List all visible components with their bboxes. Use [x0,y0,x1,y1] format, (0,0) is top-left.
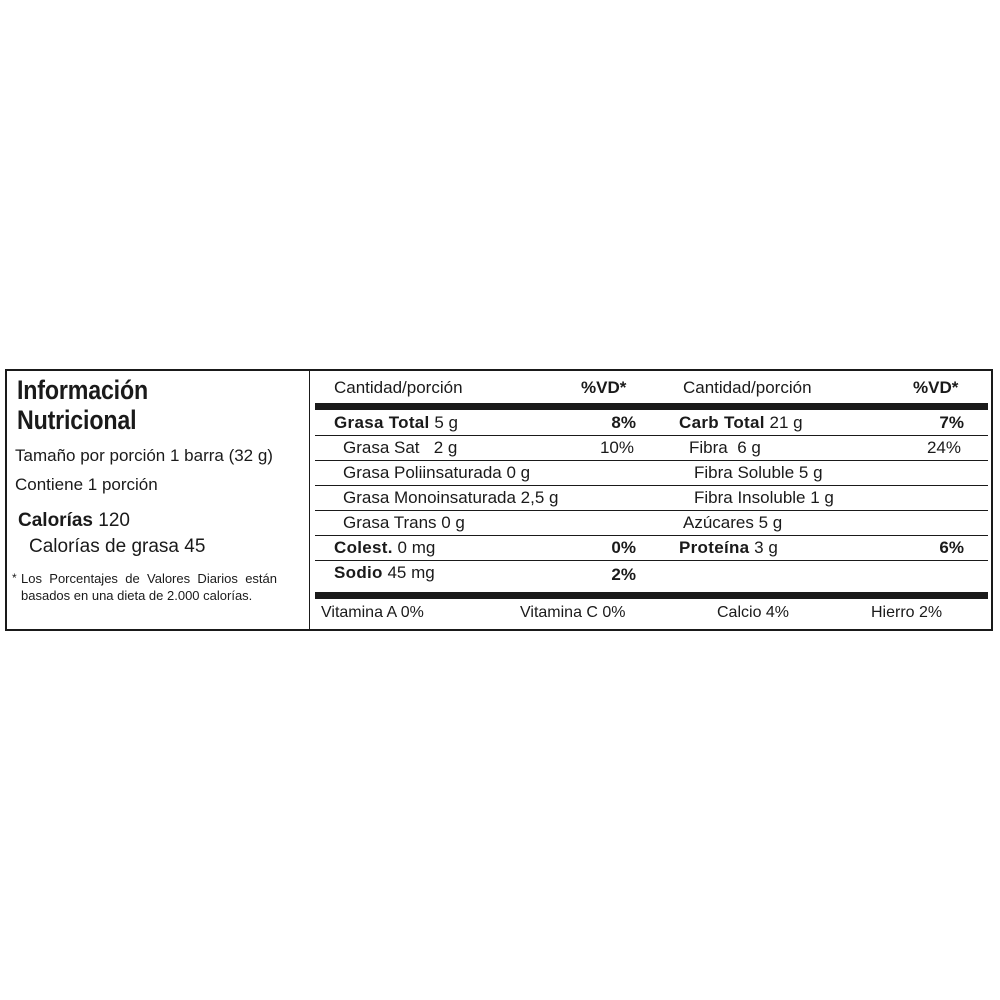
vitamin-a: Vitamina A 0% [321,604,424,621]
servings-per-container: Contiene 1 porción [15,475,158,494]
title-line-2: Nutricional [17,405,137,435]
dv-right: 24% [926,438,961,457]
nutrient-right: Fibra Insoluble 1 g [694,488,834,507]
nutrient-amount: 2 g [433,438,458,457]
nutrient-label: Grasa Total [334,413,430,432]
thick-divider-bottom [315,592,988,599]
nutrient-right: Azúcares 5 g [683,513,783,532]
nutrient-left [343,438,457,458]
vitamin-c: Vitamina C 0% [520,604,626,621]
nutrient-amount: 5 g [434,413,458,432]
nutrition-title [17,375,148,435]
dv-right: 7% [939,413,964,432]
dv-header-left: %VD* [581,378,627,397]
table-row [315,486,988,511]
footnote [12,570,277,604]
table-row [315,511,988,536]
calcium: Calcio 4% [717,604,790,621]
footnote-text: Los Porcentajes de Valores Diarios están basados en una dieta de 2.000 calorías. [21,571,277,603]
nutrient-amount: 3 g [754,538,778,557]
dv-left: 8% [611,413,636,432]
nutrient-left [334,563,435,583]
table-row [315,536,988,561]
dv-header-right: %VD* [913,378,959,397]
nutrient-amount: 6 g [737,438,761,457]
nutrient-left [334,413,458,433]
iron: Hierro 2% [871,604,943,621]
dv-left: 10% [599,438,634,457]
calories-value: 120 [98,510,130,531]
serving-size: Tamaño por porción 1 barra (32 g) [15,446,273,465]
nutrient-table [310,371,991,629]
label-summary [7,371,310,629]
nutrient-amount: 21 g [769,413,803,432]
dv-left: 0% [611,538,636,557]
table-row [315,561,988,586]
nutrient-left: Grasa Trans 0 g [343,513,465,532]
nutrient-label: Carb Total [679,413,765,432]
nutrient-left: Grasa Monoinsaturada 2,5 g [343,488,559,507]
nutrient-label: Sodio [334,563,383,582]
nutrient-right [689,438,761,458]
calories-line [18,510,130,532]
nutrient-left [334,538,435,558]
table-row [315,436,988,461]
nutrient-amount: 45 mg [387,563,435,582]
nutrient-amount: 0 mg [397,538,436,557]
nutrient-label: Proteína [679,538,750,557]
dv-left: 2% [611,565,636,584]
nutrition-facts-panel [5,369,993,631]
nutrient-label: Fibra [689,438,728,457]
amount-header-right: Cantidad/porción [683,378,812,397]
nutrient-right: Fibra Soluble 5 g [694,463,823,482]
nutrient-left: Grasa Poliinsaturada 0 g [343,463,531,482]
footnote-asterisk: * [12,571,17,585]
thick-divider-top [315,403,988,410]
nutrient-label: Grasa Sat [343,438,420,457]
dv-right: 6% [939,538,964,557]
table-row [315,461,988,486]
amount-header-left: Cantidad/porción [334,378,463,397]
nutrient-label: Colest. [334,538,393,557]
nutrient-right [679,538,778,558]
title-line-1: Información [17,375,148,405]
nutrient-right [679,413,803,433]
calories-from-fat: Calorías de grasa 45 [29,536,206,557]
table-row [315,411,988,436]
vitamins-row [315,601,988,625]
calories-label: Calorías [18,510,93,531]
